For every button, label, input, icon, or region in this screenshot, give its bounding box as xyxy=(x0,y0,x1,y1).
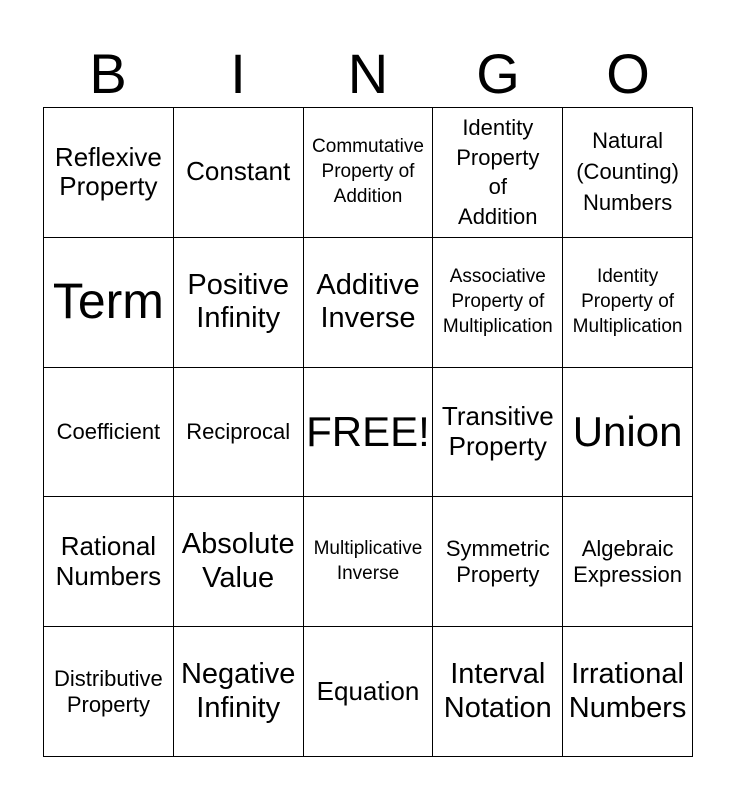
cell-label: Natural (Counting) Numbers xyxy=(576,128,679,215)
cell-label: Identity Property of Addition xyxy=(456,115,540,230)
bingo-cell[interactable] xyxy=(44,368,174,498)
header-letter-g: G xyxy=(476,42,520,105)
bingo-cell[interactable] xyxy=(44,627,174,757)
bingo-cell[interactable] xyxy=(174,497,304,627)
bingo-cell free-space[interactable] xyxy=(304,368,434,498)
cell-label: Symmetric Property xyxy=(445,536,550,587)
cell-label: Reciprocal xyxy=(186,419,291,445)
bingo-cell[interactable] xyxy=(304,238,434,368)
bingo-cell[interactable] xyxy=(44,108,174,238)
header-letter-i: I xyxy=(230,42,246,105)
bingo-cell[interactable] xyxy=(174,238,304,368)
bingo-cell[interactable] xyxy=(433,627,563,757)
bingo-cell[interactable] xyxy=(563,368,693,498)
header-letter-n: N xyxy=(347,42,389,105)
cell-label: Equation xyxy=(316,675,420,706)
cell-label: Interval Notation xyxy=(443,658,552,724)
cell-label: Rational Numbers xyxy=(55,530,162,591)
bingo-cell[interactable] xyxy=(563,627,693,757)
bingo-cell[interactable] xyxy=(44,238,174,368)
bingo-cell[interactable] xyxy=(433,238,563,368)
cell-label: Multiplicative Inverse xyxy=(313,538,423,584)
cell-label: Identity Property of Multiplication xyxy=(572,266,683,337)
bingo-cell[interactable] xyxy=(563,497,693,627)
free-space-label: FREE! xyxy=(306,407,430,455)
cell-label: Associative Property of Multiplication xyxy=(442,266,553,337)
cell-label: Transitive Property xyxy=(441,401,554,461)
cell-label: Distributive Property xyxy=(53,666,163,717)
bingo-board xyxy=(43,107,693,757)
bingo-cell[interactable] xyxy=(433,108,563,238)
bingo-cell[interactable] xyxy=(563,238,693,368)
bingo-cell[interactable] xyxy=(304,627,434,757)
cell-label: Absolute Value xyxy=(181,528,295,594)
cell-label: Commutative Property of Addition xyxy=(312,136,424,207)
bingo-cell[interactable] xyxy=(174,108,304,238)
bingo-cell[interactable] xyxy=(304,108,434,238)
bingo-cell[interactable] xyxy=(174,368,304,498)
cell-label: Coefficient xyxy=(56,419,161,445)
bingo-cell[interactable] xyxy=(304,497,434,627)
cell-label: Union xyxy=(572,407,683,455)
cell-label: Negative Infinity xyxy=(180,658,296,724)
cell-label: Reflexive Property xyxy=(54,141,162,202)
bingo-cell[interactable] xyxy=(433,368,563,498)
cell-label: Irrational Numbers xyxy=(568,658,687,724)
header-letter-b: B xyxy=(89,42,127,105)
bingo-header xyxy=(43,40,693,108)
cell-label: Additive Inverse xyxy=(316,268,420,335)
cell-label: Positive Infinity xyxy=(187,268,289,335)
bingo-cell[interactable] xyxy=(174,627,304,757)
bingo-cell[interactable] xyxy=(44,497,174,627)
bingo-cell[interactable] xyxy=(563,108,693,238)
cell-label: Constant xyxy=(186,156,291,187)
cell-label: Algebraic Expression xyxy=(573,536,683,587)
bingo-cell[interactable] xyxy=(433,497,563,627)
header-letter-o: O xyxy=(606,42,650,105)
cell-label: Term xyxy=(52,273,164,330)
